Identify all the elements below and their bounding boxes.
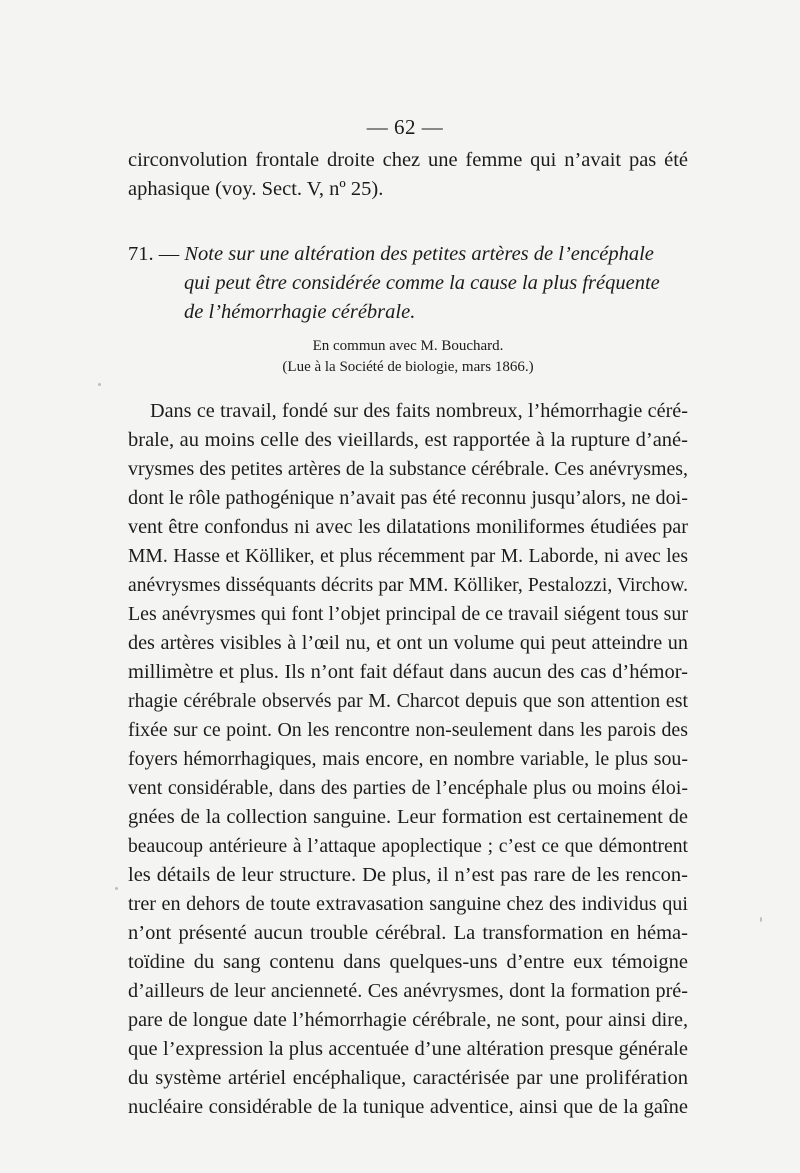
coauthor-credit: En commun avec M. Bouchard. [312, 338, 504, 354]
print-speck [98, 383, 101, 386]
print-speck [115, 887, 118, 890]
note-title-line: qui peut être considérée comme la cause la plus fréquente [184, 272, 660, 294]
intro-line: circonvolution frontale droite chez une femme qui n’avait pas été [128, 149, 688, 171]
body-line: vrysmes des petites artères de la substance cérébrale. Ces anévrysmes, [128, 458, 688, 480]
read-at-note: (Lue à la Société de biologie, mars 1866.) [282, 359, 534, 375]
body-paragraph [128, 397, 688, 1122]
body-line: toïdine du sang contenu dans quelques-uns d’entre eux témoigne [128, 951, 688, 973]
body-line: rhagie cérébrale observés par M. Charcot depuis que son attention est [128, 690, 688, 712]
body-line: millimètre et plus. Ils n’ont fait défaut dans aucun des cas d’hémor- [128, 661, 688, 683]
note-heading [128, 240, 688, 327]
intro-line: aphasique (voy. Sect. V, nº 25). [128, 178, 384, 200]
body-line: vent être confondus ni avec les dilatations moniliformes étudiées par [128, 516, 688, 538]
body-line: pare de longue date l’hémorrhagie cérébrale, ne sont, pour ainsi dire, [128, 1009, 688, 1031]
body-line: nucléaire considérable de la tunique adventice, ainsi que de la gaîne [128, 1096, 688, 1118]
note-number: 71. — [128, 243, 180, 265]
body-line: dont le rôle pathogénique n’avait pas été reconnu jusqu’alors, ne doi- [128, 487, 688, 509]
body-line: beaucoup antérieure à l’attaque apoplectique ; c’est ce que démontrent [128, 836, 688, 857]
body-line: MM. Hasse et Kölliker, et plus récemment par M. Laborde, ni avec les [128, 546, 688, 567]
intro-paragraph [128, 146, 688, 204]
note-title-line: de l’hémorrhagie cérébrale. [184, 301, 416, 323]
page-number: — 62 — [366, 115, 444, 139]
body-line: brale, au moins celle des vieillards, est rapportée à la rupture d’ané- [128, 429, 688, 451]
body-line: n’ont présenté aucun trouble cérébral. La transformation en héma- [128, 922, 688, 944]
body-line: d’ailleurs de leur ancienneté. Ces anévrysmes, dont la formation pré- [128, 980, 688, 1002]
print-speck [760, 917, 762, 922]
body-line: du système artériel encéphalique, caractérisée par une prolifération [128, 1067, 688, 1089]
note-title-line [128, 240, 688, 269]
body-line: vent considérable, dans des parties de l’encéphale plus ou moins éloi- [128, 777, 688, 799]
note-title-text: Note sur une altération des petites artères de l’encéphale [184, 243, 654, 265]
body-line: foyers hémorrhagiques, mais encore, en nombre variable, le plus sou- [128, 748, 688, 770]
body-line: les détails de leur structure. De plus, il n’est pas rare de les rencon- [128, 864, 688, 886]
body-line: anévrysmes disséquants décrits par MM. Kölliker, Pestalozzi, Virchow. [128, 575, 688, 596]
body-line: Dans ce travail, fondé sur des faits nombreux, l’hémorrhagie céré- [150, 400, 688, 422]
body-line: trer en dehors de toute extravasation sanguine chez des individus qui [128, 893, 688, 915]
body-line: que l’expression la plus accentuée d’une altération presque générale [128, 1038, 688, 1060]
body-line: Les anévrysmes qui font l’objet principal de ce travail siégent tous sur [128, 603, 688, 625]
body-line: gnées de la collection sanguine. Leur formation est certainement de [128, 806, 688, 828]
body-line: fixée sur ce point. On les rencontre non-seulement dans les parois des [128, 719, 688, 741]
body-line: des artères visibles à l’œil nu, et ont un volume qui peut atteindre un [128, 632, 688, 654]
